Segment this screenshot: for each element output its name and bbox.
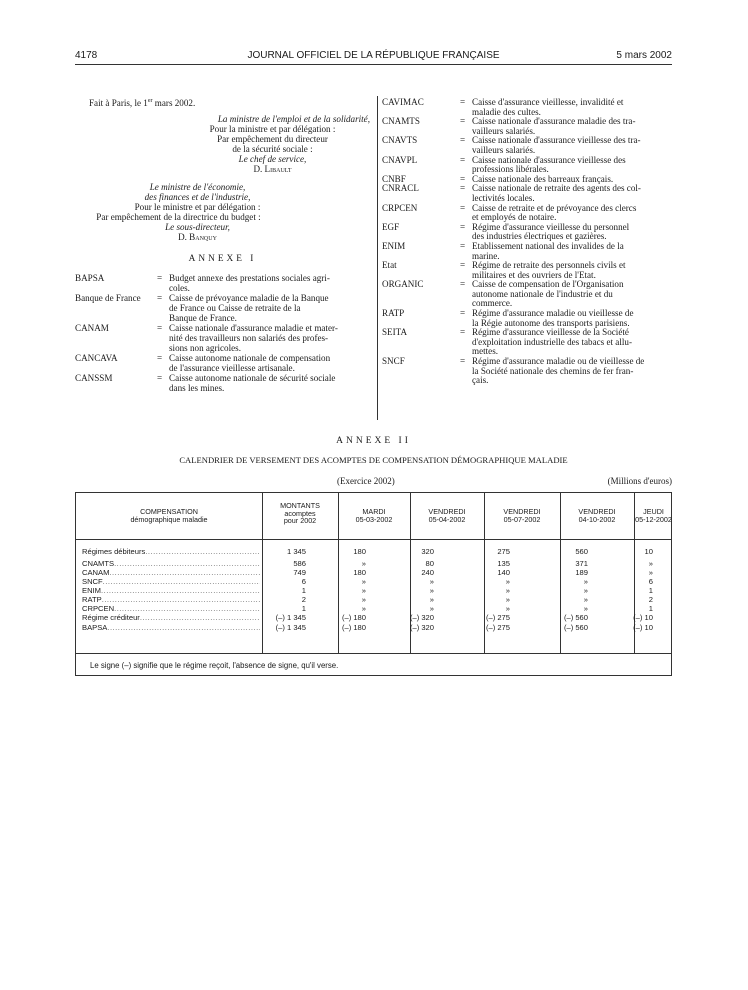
definition-line: Caisse nationale d'assurance maladie des tra-: [472, 116, 636, 127]
table-cell: 189: [575, 568, 588, 577]
signature-line: Par empêchement du directeur: [217, 134, 328, 145]
definition-line: Caisse autonome nationale de sécurité sociale: [169, 373, 336, 384]
definition-line: la Société nationale des chemins de fer fran-: [472, 365, 634, 376]
abbreviation-term: RATP: [382, 308, 405, 319]
table-cell: »: [429, 595, 434, 604]
definition-line: de France ou Caisse de retraite de la: [169, 303, 301, 314]
definition-line: Caisse nationale d'assurance maladie et mater-: [169, 323, 338, 334]
abbreviation-term: ENIM: [382, 240, 406, 251]
abbreviation-term: CNAMTS: [382, 116, 420, 127]
table-row: [76, 547, 671, 556]
table-cell: 6: [648, 577, 653, 586]
column-header-line: pour 2002: [283, 516, 317, 526]
abbreviation-definition: [472, 223, 672, 242]
table-cell: »: [505, 595, 510, 604]
column-header-line: MONTANTS: [280, 501, 320, 510]
journal-title: JOURNAL OFFICIEL DE LA RÉPUBLIQUE FRANÇAISE: [247, 50, 500, 61]
definition-line: dans les mines.: [169, 383, 225, 394]
table-cell: 1: [648, 586, 653, 595]
abbreviation-definition: [472, 156, 672, 175]
table-cell: (–) 1 345: [275, 623, 306, 632]
abbreviation-definition: [472, 184, 672, 203]
table-cell: (–) 320: [409, 623, 434, 632]
abbreviation-entry: [382, 98, 672, 117]
abbreviation-entry: [382, 328, 672, 357]
table-footnote: Le signe (–) signifie que le régime reçoit, l'absence de signe, qu'il verse.: [90, 661, 339, 670]
table-cell: »: [583, 604, 588, 613]
definition-line: la Régie autonome des transports parisiens.: [472, 317, 630, 328]
table-cell: 10: [644, 547, 653, 556]
abbreviation-term: CANAM: [75, 323, 109, 334]
definition-line: et employés de notaire.: [472, 212, 557, 223]
header-rule: [75, 64, 672, 65]
definition-line: des industries électriques et gazières.: [472, 231, 607, 242]
definition-line: Caisse d'assurance vieillesse, invalidité et: [472, 97, 624, 107]
row-label: SNCF .....: [82, 577, 260, 586]
definition-line: Caisse nationale de retraite des agents des col-: [472, 183, 641, 194]
column-header-line: VENDREDI: [503, 507, 541, 516]
table-cell: »: [361, 595, 366, 604]
header-rule: [76, 539, 671, 540]
table-cell: 1: [301, 586, 306, 595]
footer-rule: [76, 653, 671, 654]
page-number: 4178: [75, 50, 98, 61]
definition-line: professions libérales.: [472, 164, 549, 175]
abbreviation-entry: [75, 273, 370, 293]
table-row: [76, 577, 671, 586]
table-row: [76, 586, 671, 595]
column-header: [560, 508, 634, 523]
table-cell: »: [429, 577, 434, 586]
row-label: CRPCEN .....: [82, 604, 260, 613]
abbreviation-definition: [169, 273, 370, 293]
table-row: [76, 595, 671, 604]
signature-line: des finances et de l'industrie,: [144, 192, 251, 203]
abbreviation-term: CNRACL: [382, 183, 419, 194]
abbreviation-entry: [382, 242, 672, 261]
table-row: [76, 613, 671, 622]
equals-sign: =: [460, 173, 466, 184]
definition-line: militaires et des ouvriers de l'Etat.: [472, 269, 596, 280]
table-cell: 586: [293, 559, 306, 568]
table-cell: »: [505, 604, 510, 613]
signature-block-2: [75, 182, 310, 242]
table-cell: »: [583, 595, 588, 604]
abbreviation-term: Banque de France: [75, 293, 141, 304]
equals-sign: =: [157, 323, 163, 334]
table-row: [76, 559, 671, 568]
signature-place-date: Fait à Paris, le 1er mars 2002.: [89, 98, 196, 109]
abbreviation-term: EGF: [382, 221, 400, 232]
column-header-line: MARDI: [362, 507, 386, 516]
table-cell: »: [505, 577, 510, 586]
signature-line: Par empêchement de la directrice du budget :: [96, 212, 261, 223]
abbreviation-entry: [382, 357, 672, 386]
issue-date: 5 mars 2002: [616, 50, 672, 61]
definition-line: de l'assurance vieillesse artisanale.: [169, 363, 295, 374]
definition-line: Budget annexe des prestations sociales agri-: [169, 273, 330, 284]
table-cell: 140: [497, 568, 510, 577]
column-header: [484, 508, 560, 523]
column-header-line: 04-10-2002: [578, 514, 616, 524]
signature-line: Le sous-directeur,: [165, 222, 230, 233]
abbreviation-entry: [382, 156, 672, 175]
definition-line: Régime de retraite des personnels civils et: [472, 260, 626, 271]
abbreviation-entry: [382, 223, 672, 242]
definition-line: nité des travailleurs non salariés des profes-: [169, 333, 329, 344]
equals-sign: =: [460, 183, 466, 194]
table-cell: (–) 180: [341, 623, 366, 632]
abbreviation-definition: [169, 293, 370, 323]
table-cell: »: [583, 577, 588, 586]
definition-line: Caisse nationale d'assurance vieillesse des tra-: [472, 135, 641, 146]
abbreviation-definition: [472, 328, 672, 357]
table-cell: (–) 560: [563, 623, 588, 632]
signature-line: Le ministre de l'économie,: [149, 182, 246, 193]
abbreviation-entry: [75, 293, 370, 323]
abbreviation-term: CRPCEN: [382, 202, 418, 213]
abbreviation-definition: [472, 98, 672, 117]
left-column: [75, 96, 370, 393]
equals-sign: =: [460, 279, 466, 290]
definition-line: Caisse de prévoyance maladie de la Banque: [169, 293, 329, 304]
exercise-year: (Exercice 2002): [337, 476, 395, 486]
payment-schedule-table: [75, 492, 672, 676]
abbreviation-entry: [75, 323, 370, 353]
table-cell: »: [429, 604, 434, 613]
abbreviation-entry: [382, 261, 672, 280]
table-cell: 371: [575, 559, 588, 568]
signature-line: Pour la ministre et par délégation :: [209, 124, 336, 135]
table-cell: 80: [425, 559, 434, 568]
definition-line: sions non agricoles.: [169, 343, 241, 354]
abbreviation-definition: [472, 280, 672, 309]
equals-sign: =: [460, 154, 466, 165]
definition-line: Régime d'assurance vieillesse de la Société: [472, 327, 629, 338]
equals-sign: =: [460, 260, 466, 271]
abbreviation-definition: [472, 242, 672, 261]
abbreviation-term: Etat: [382, 260, 397, 271]
definition-line: lectivités locales.: [472, 192, 535, 203]
abbreviation-definition: [472, 309, 672, 328]
table-cell: »: [648, 559, 653, 568]
equals-sign: =: [460, 221, 466, 232]
definition-line: Caisse nationale d'assurance vieillesse des: [472, 154, 626, 165]
table-cell: »: [583, 586, 588, 595]
abbreviation-term: ORGANIC: [382, 279, 424, 290]
equals-sign: =: [460, 202, 466, 213]
table-cell: (–) 10: [633, 623, 653, 632]
abbreviation-entry: [75, 373, 370, 393]
abbreviation-definition: [169, 323, 370, 353]
table-cell: 2: [648, 595, 653, 604]
table-cell: (–) 180: [341, 613, 366, 622]
equals-sign: =: [157, 273, 163, 284]
table-cell: 1: [648, 604, 653, 613]
definition-line: maladie des cultes.: [472, 106, 541, 117]
equals-sign: =: [460, 356, 466, 367]
definition-line: Caisse de retraite et de prévoyance des clercs: [472, 202, 637, 213]
table-cell: 6: [301, 577, 306, 586]
row-label: ENIM .....: [82, 586, 260, 595]
abbreviation-definition: [472, 117, 672, 136]
table-cell: 2: [301, 595, 306, 604]
row-label: RATP .....: [82, 595, 260, 604]
abbreviation-definition: [169, 353, 370, 373]
abbreviation-list-right: [382, 98, 672, 386]
abbreviation-entry: [382, 136, 672, 155]
abbreviation-definition: [169, 373, 370, 393]
table-cell: 749: [293, 568, 306, 577]
table-cell: »: [505, 586, 510, 595]
table-cell: (–) 1 345: [275, 613, 306, 622]
table-row: [76, 568, 671, 577]
table-cell: (–) 10: [633, 613, 653, 622]
table-cell: 560: [575, 547, 588, 556]
table-cell: »: [429, 586, 434, 595]
definition-line: çais.: [472, 375, 489, 386]
row-label: BAPSA .....: [82, 623, 260, 632]
abbreviation-term: SEITA: [382, 327, 408, 338]
table-cell: 320: [421, 547, 434, 556]
table-cell: »: [361, 577, 366, 586]
signature-block-1: [75, 114, 370, 174]
abbreviation-entry: [382, 280, 672, 309]
table-cell: 180: [353, 547, 366, 556]
table-cell: (–) 275: [485, 623, 510, 632]
column-header: [338, 508, 410, 523]
signature-line: La ministre de l'emploi et de la solidarité,: [217, 114, 370, 125]
equals-sign: =: [460, 116, 466, 127]
column-header-line: 05-03-2002: [355, 514, 393, 524]
column-header-line: VENDREDI: [428, 507, 466, 516]
abbreviation-term: CANSSM: [75, 373, 113, 384]
definition-line: Régime d'assurance vieillesse du personnel: [472, 221, 630, 232]
abbreviation-definition: [472, 261, 672, 280]
definition-line: marine.: [472, 250, 500, 261]
definition-line: vailleurs salariés.: [472, 144, 536, 155]
abbreviation-entry: [382, 204, 672, 223]
annexe-1-title: ANNEXE I: [188, 254, 257, 265]
definition-line: Caisse autonome nationale de compensation: [169, 353, 331, 364]
table-cell: »: [361, 559, 366, 568]
abbreviation-term: CANCAVA: [75, 353, 118, 364]
table-cell: (–) 320: [409, 613, 434, 622]
table-cell: 1: [301, 604, 306, 613]
table-cell: (–) 560: [563, 613, 588, 622]
annexe-2-title: ANNEXE II: [336, 436, 411, 446]
equals-sign: =: [157, 373, 163, 384]
abbreviation-definition: [472, 204, 672, 223]
column-header-line: acomptes: [284, 508, 316, 518]
column-header-line: 05-04-2002: [428, 514, 466, 524]
abbreviation-term: BAPSA: [75, 273, 105, 284]
column-header: [410, 508, 484, 523]
abbreviation-term: CNBF: [382, 173, 406, 184]
table-cell: 180: [353, 568, 366, 577]
abbreviation-definition: [472, 136, 672, 155]
abbreviation-term: SNCF: [382, 356, 405, 367]
row-label: Régime créditeur .....: [82, 613, 260, 622]
equals-sign: =: [157, 293, 163, 304]
signature-line: Pour le ministre et par délégation :: [134, 202, 261, 213]
row-label: CANAM .....: [82, 568, 260, 577]
equals-sign: =: [157, 353, 163, 364]
abbreviation-entry: [75, 353, 370, 373]
table-cell: »: [361, 586, 366, 595]
signature-name: D. Libault: [253, 164, 292, 175]
column-header-line: démographique maladie: [130, 514, 208, 524]
abbreviation-term: CAVIMAC: [382, 97, 424, 107]
equals-sign: =: [460, 240, 466, 251]
table-row: [76, 623, 671, 632]
column-header: [634, 508, 673, 523]
row-label: Régimes débiteurs .....: [82, 547, 260, 556]
abbreviation-entry: [382, 309, 672, 328]
column-header-line: COMPENSATION: [140, 507, 198, 516]
abbreviation-term: CNAVTS: [382, 135, 418, 146]
currency-unit: (Millions d'euros): [607, 476, 672, 486]
table-cell: 135: [497, 559, 510, 568]
definition-line: vailleurs salariés.: [472, 125, 536, 136]
annexe-2-subtitle: CALENDRIER DE VERSEMENT DES ACOMPTES DE COMPENSATION DÉMOGRAPHIQUE MALADIE: [179, 455, 568, 465]
definition-line: Caisse nationale des barreaux français.: [472, 173, 614, 184]
table-cell: 240: [421, 568, 434, 577]
definition-line: d'exploitation industrielle des tabacs et allu-: [472, 336, 632, 347]
column-header: [76, 508, 262, 523]
definition-line: Caisse de compensation de l'Organisation: [472, 279, 624, 290]
abbreviation-definition: [472, 357, 672, 386]
signature-line: de la sécurité sociale :: [232, 144, 313, 155]
column-header-line: 05-07-2002: [503, 514, 541, 524]
table-row: [76, 604, 671, 613]
definition-line: Etablissement national des invalides de la: [472, 240, 624, 251]
abbreviation-term: CNAVPL: [382, 154, 418, 165]
signature-name: D. Banquy: [178, 232, 217, 243]
column-header-line: VENDREDI: [578, 507, 616, 516]
column-divider: [377, 96, 378, 420]
column-header: [262, 502, 338, 525]
definition-line: autonome nationale de l'industrie et du: [472, 288, 613, 299]
equals-sign: =: [460, 327, 466, 338]
definition-line: Régime d'assurance maladie ou de vieillesse de: [472, 356, 645, 367]
abbreviation-entry: [382, 117, 672, 136]
column-header-line: 05-12-2002: [635, 514, 672, 524]
table-cell: 1 345: [286, 547, 306, 556]
definition-line: mettes.: [472, 346, 499, 357]
table-cell: »: [648, 568, 653, 577]
table-cell: (–) 275: [485, 613, 510, 622]
row-label: CNAMTS .....: [82, 559, 260, 568]
column-header-line: JEUDI: [643, 507, 664, 516]
definition-line: coles.: [169, 283, 190, 294]
page-header: [75, 50, 672, 64]
equals-sign: =: [460, 135, 466, 146]
abbreviation-entry: [382, 184, 672, 203]
table-cell: »: [361, 604, 366, 613]
definition-line: Régime d'assurance maladie ou vieillesse de: [472, 308, 634, 319]
abbreviation-list-left: [75, 273, 370, 393]
table-cell: 275: [497, 547, 510, 556]
equals-sign: =: [460, 97, 466, 107]
definition-line: commerce.: [472, 298, 513, 309]
definition-line: Banque de France.: [169, 313, 237, 324]
equals-sign: =: [460, 308, 466, 319]
signature-line: Le chef de service,: [238, 154, 307, 165]
